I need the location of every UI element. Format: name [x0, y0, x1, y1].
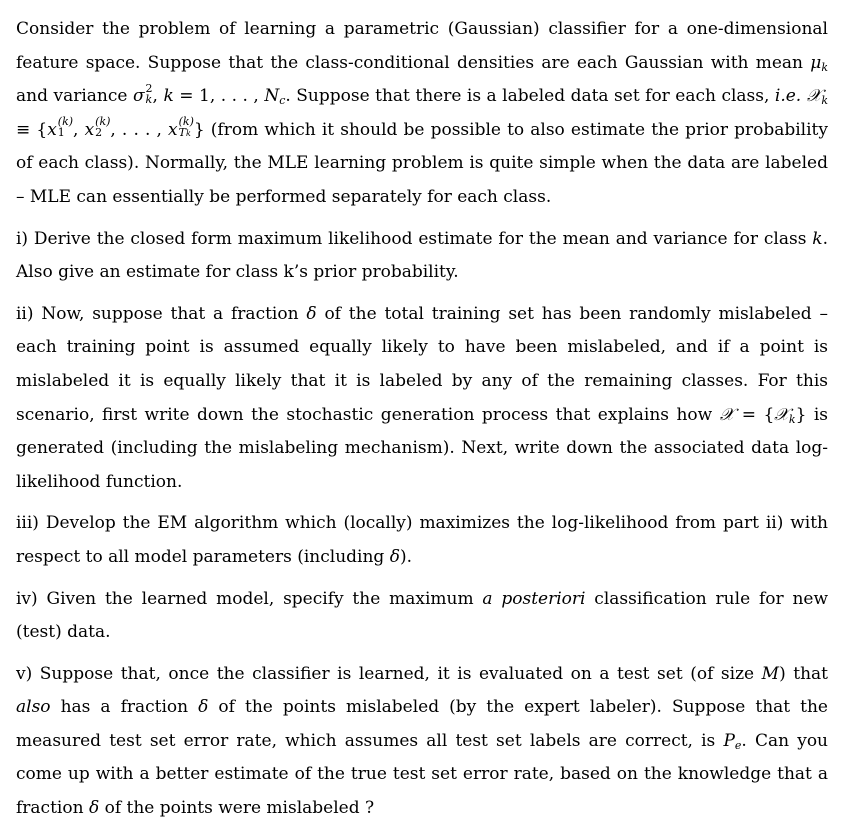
class-symbol: k: [812, 228, 823, 249]
intro-text: ≡ {: [16, 119, 48, 140]
dataset-symbol: 𝒳$_k$: [806, 86, 829, 108]
part-ii-text: ii) Now, suppose that a fraction: [16, 303, 307, 324]
part-iv-paragraph: [16, 583, 828, 650]
variance-symbol: σ 2 k: [132, 81, 153, 107]
intro-paragraph: Consider the problem of learning a parametric (Gaussian) classifier for a one-dimensional feature space. Suppose that the class-conditional densities are each Gaussian with mean $\mu_k$ and variance σ 2 k , k = 1, . . . , $N_c$. Suppose that there is a labeled data set for each class, i.e. 𝒳$_k$ ≡ {x (k) 1 , x (k) 2 , . . . , x (k) Tk } (from which it should be possible to also estimate the prior probability of each class). Normally, the MLE learning problem is quite simple when the data are labeled – MLE can essentially be performed separately for each class.: [16, 19, 829, 207]
part-v-paragraph: v) Suppose that, once the classifier is learned, it is evaluated on a test set (of size M) that also has a fraction δ of the points mislabeled (by the expert labeler). Suppose that the measured test set error rate, which assumes all test set labels are correct, is $P_e$. Can you come up with a better estimate of the true test set error rate, based on the knowledge that a fraction δ of the points were mislabeled ?: [16, 663, 828, 819]
part-v-text: of the points mislabeled (by the expert labeler). Suppose that the measured test set error rate, which assumes all test set labels are correct, is: [16, 697, 828, 751]
also-text: also: [16, 697, 51, 718]
dataset-k-symbol: 𝒳$_k$: [774, 404, 796, 426]
sample-xT: x (k) Tk: [168, 114, 194, 140]
part-iv-text: classification rule for new (test) data.: [16, 588, 828, 643]
intro-text: } (from which it should be possible to also estimate the prior probability of each class). Normally, the MLE learning problem is quite simple when the data are labeled – MLE can essentially be performed separately for each class.: [16, 119, 828, 207]
intro-text: Consider the problem of learning a parametric (Gaussian) classifier for a one-dimensional feature space. Suppose that the class-conditional densities are each Gaussian with mean: [16, 19, 828, 73]
num-classes-symbol: $N_c$: [264, 86, 286, 108]
part-v-text: . Can you come up with a better estimate of the true test set error rate, based on the knowledge that a fraction: [16, 730, 828, 819]
index-symbol: k: [163, 86, 174, 107]
intro-text: and variance: [16, 86, 133, 107]
delta-symbol: δ: [198, 697, 209, 718]
test-size-symbol: M: [761, 663, 780, 684]
part-ii-text: of the total training set has been randomly mislabeled – each training point is assumed equally likely to have been mislabeled, and if a point is mislabeled it is equally likely that it is labeled by any of the remaining classes. For this scenario, first write down the stochastic generation process that explains how: [16, 303, 828, 425]
part-i-paragraph: [16, 223, 828, 290]
intro-text: ,: [152, 86, 164, 107]
part-v-text: of the points were mislabeled ?: [99, 798, 375, 819]
part-v-text: has a fraction: [50, 697, 199, 718]
part-iv-text: iv) Given the learned model, specify the maximum: [16, 588, 483, 609]
intro-text: . Suppose that there is a labeled data set for each class,: [285, 86, 775, 107]
ie-abbrev: i.e.: [774, 86, 802, 107]
error-rate-symbol: $P_e$: [723, 730, 742, 752]
part-iii-text: iii) Develop the EM algorithm which (locally) maximizes the log-likelihood from part ii) with respect to all model parameters (including: [16, 513, 828, 567]
delta-symbol: δ: [88, 798, 100, 819]
sample-x2: x (k) 2: [84, 115, 111, 140]
mean-symbol: $\mu_k$: [810, 52, 828, 74]
part-ii-text: } is generated (including the mislabeling mechanism). Next, write down the associated data log-likelihood function.: [16, 404, 828, 492]
part-v-text: v) Suppose that, once the classifier is learned, it is evaluated on a test set (of size: [16, 663, 762, 684]
sample-x1: x (k) 1: [47, 115, 74, 140]
a-posteriori-text: a posteriori: [482, 588, 586, 609]
part-iii-paragraph: [16, 507, 828, 574]
delta-symbol: δ: [389, 546, 400, 567]
delta-symbol: δ: [306, 303, 317, 324]
dataset-symbol: 𝒳: [719, 404, 735, 425]
intro-text: = 1, . . . ,: [173, 86, 265, 107]
part-i-text: . Also give an estimate for class k’s prior probability.: [16, 228, 828, 283]
part-i-text: i) Derive the closed form maximum likelihood estimate for the mean and variance for class: [16, 228, 813, 249]
part-ii-paragraph: ii) Now, suppose that a fraction δ of the total training set has been randomly mislabeled – each training point is assumed equally likely to have been mislabeled, and if a point is mislabeled it is equally likely that it is labeled by any of the remaining classes. For this scenario, first write down the stochastic generation process that explains how 𝒳 = {𝒳$_k$} is generated (including the mislabeling mechanism). Next, write down the associated data log-likelihood function.: [16, 303, 828, 492]
part-iii-text: ).: [399, 546, 413, 567]
